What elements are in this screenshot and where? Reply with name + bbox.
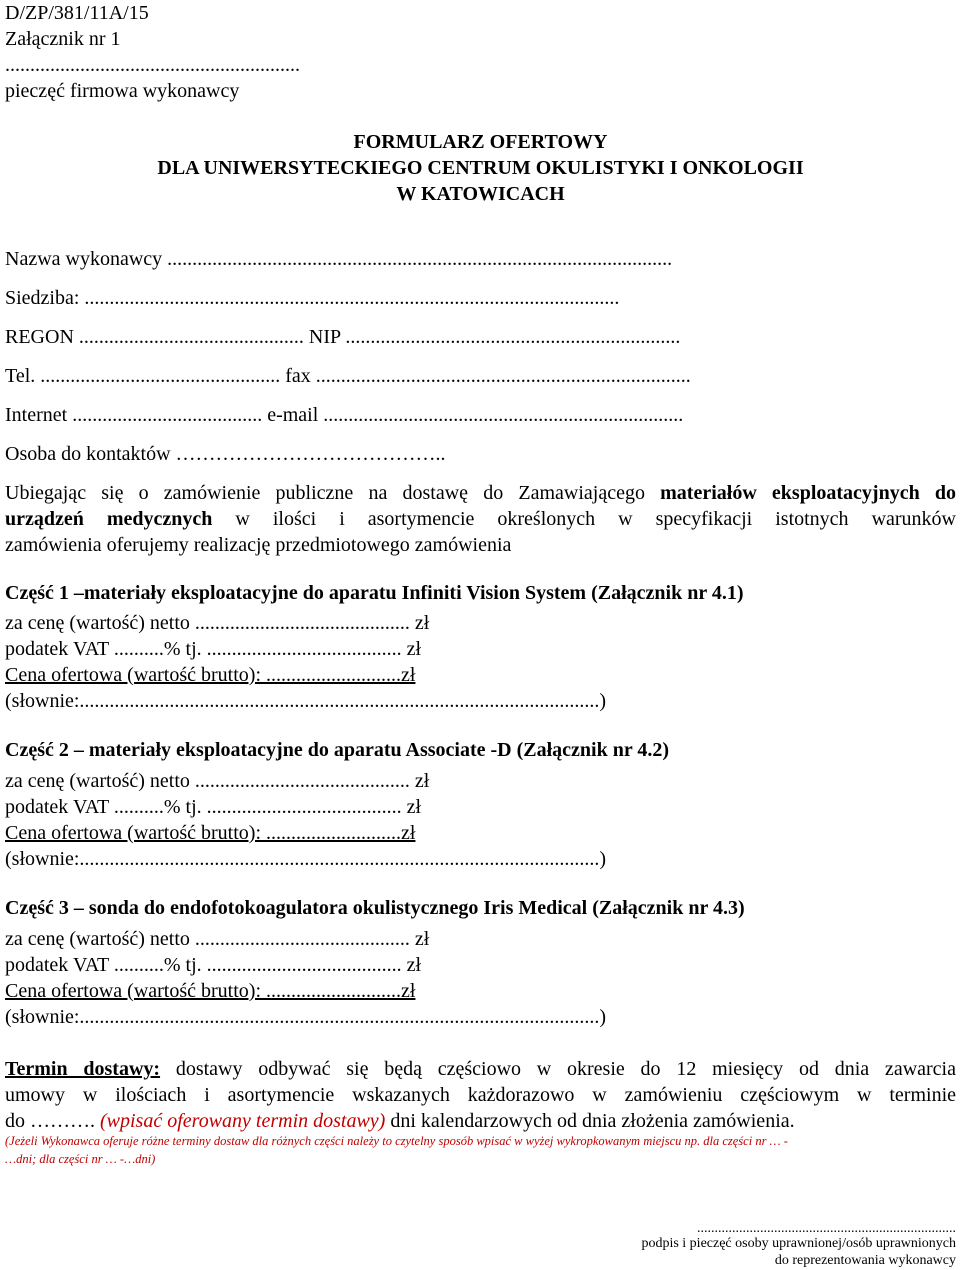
delivery-term-label: Termin dostawy: bbox=[5, 1058, 161, 1080]
company-stamp-label: pieczęć firmowa wykonawcy bbox=[5, 80, 240, 102]
contractor-name-field: Nazwa wykonawcy ..................................................................................................... bbox=[5, 248, 673, 270]
delivery-line-2: umowy w ilościach i asortymencie wskazanych każdorazowo w zamówieniu częściowym w terminie bbox=[5, 1084, 956, 1106]
stamp-dots: ........................................................... bbox=[5, 54, 300, 76]
delivery-line-3 bbox=[5, 1108, 956, 1134]
part-1-net-price: za cenę (wartość) netto ........................................... zł bbox=[5, 612, 430, 634]
delivery-note-line-2: …dni; dla części nr … -…dni) bbox=[5, 1152, 156, 1166]
intro-line-3: zamówienia oferujemy realizację przedmiotowego zamówienia bbox=[5, 534, 512, 556]
part-2-gross-price bbox=[5, 820, 956, 846]
delivery-line-1 bbox=[5, 1056, 956, 1082]
title-line-1: FORMULARZ OFERTOWY bbox=[353, 131, 608, 153]
part-2-heading: Część 2 – materiały eksploatacyjne do aparatu Associate -D (Załącznik nr 4.2) bbox=[5, 739, 670, 761]
annex-label: Załącznik nr 1 bbox=[5, 28, 121, 50]
gross-price-label: Cena ofertowa (wartość brutto): ...........................zł bbox=[5, 980, 416, 1002]
part-3-net-price: za cenę (wartość) netto ........................................... zł bbox=[5, 928, 430, 950]
delivery-note-line-1: (Jeżeli Wykonawca oferuje różne terminy dostaw dla różnych części należy to czytelny sposób wpisać w wyżej wykropkowanym miejscu np. dla części nr … - bbox=[5, 1134, 788, 1148]
part-1-gross-price bbox=[5, 662, 956, 688]
intro-text: w ilości i asortymencie określonych w specyfikacji istotnych warunków bbox=[212, 508, 956, 530]
delivery-text: dostawy odbywać się będą częściowo w okresie do 12 miesięcy od dnia zawarcia bbox=[160, 1058, 956, 1080]
signature-dots: .......................................................................... bbox=[697, 1221, 956, 1236]
regon-nip-field: REGON ............................................. NIP ................................................................... bbox=[5, 326, 681, 348]
delivery-text: dni kalendarzowych od dnia złożenia zamówienia. bbox=[385, 1110, 795, 1132]
gross-price-label: Cena ofertowa (wartość brutto): ...........................zł bbox=[5, 822, 416, 844]
signature-label-line-1: podpis i pieczęć osoby uprawnionej/osób uprawnionych bbox=[641, 1236, 956, 1251]
title-line-2: DLA UNIWERSYTECKIEGO CENTRUM OKULISTYKI I ONKOLOGII bbox=[157, 157, 804, 179]
contact-person-field: Osoba do kontaktów ………………………………….. bbox=[5, 443, 446, 465]
part-2-in-words: (słownie:........................................................................................................) bbox=[5, 848, 607, 870]
delivery-fill-hint: (wpisać oferowany termin dostawy) bbox=[100, 1110, 386, 1132]
intro-bold-subject: materiałów eksploatacyjnych do bbox=[660, 482, 956, 504]
part-1-vat: podatek VAT ..........% tj. ....................................... zł bbox=[5, 638, 422, 660]
part-3-heading: Część 3 – sonda do endofotokoagulatora okulistycznego Iris Medical (Załącznik nr 4.3) bbox=[5, 897, 745, 919]
contractor-seat-field: Siedziba: ........................................................................................................... bbox=[5, 287, 620, 309]
document-reference: D/ZP/381/11A/15 bbox=[5, 2, 149, 24]
part-2-vat: podatek VAT ..........% tj. ....................................... zł bbox=[5, 796, 422, 818]
gross-price-label: Cena ofertowa (wartość brutto): ...........................zł bbox=[5, 664, 416, 686]
signature-label-line-2: do reprezentowania wykonawcy bbox=[774, 1253, 956, 1268]
tel-fax-field: Tel. ................................................ fax ........................................................................... bbox=[5, 365, 691, 387]
intro-line-1 bbox=[5, 480, 956, 506]
part-3-in-words: (słownie:........................................................................................................) bbox=[5, 1006, 607, 1028]
delivery-text: do ………. bbox=[5, 1110, 100, 1132]
intro-text: Ubiegając się o zamówienie publiczne na dostawę do Zamawiającego bbox=[5, 482, 661, 504]
title-line-3: W KATOWICACH bbox=[396, 183, 565, 205]
part-2-net-price: za cenę (wartość) netto ........................................... zł bbox=[5, 770, 430, 792]
internet-email-field: Internet ...................................... e-mail ........................................................................ bbox=[5, 404, 684, 426]
part-1-in-words: (słownie:........................................................................................................) bbox=[5, 690, 607, 712]
part-3-gross-price bbox=[5, 978, 956, 1004]
intro-line-2 bbox=[5, 506, 956, 532]
part-3-vat: podatek VAT ..........% tj. ....................................... zł bbox=[5, 954, 422, 976]
part-1-heading: Część 1 –materiały eksploatacyjne do aparatu Infiniti Vision System (Załącznik nr 4.1) bbox=[5, 582, 744, 604]
intro-bold-devices: urządzeń medycznych bbox=[5, 508, 213, 530]
